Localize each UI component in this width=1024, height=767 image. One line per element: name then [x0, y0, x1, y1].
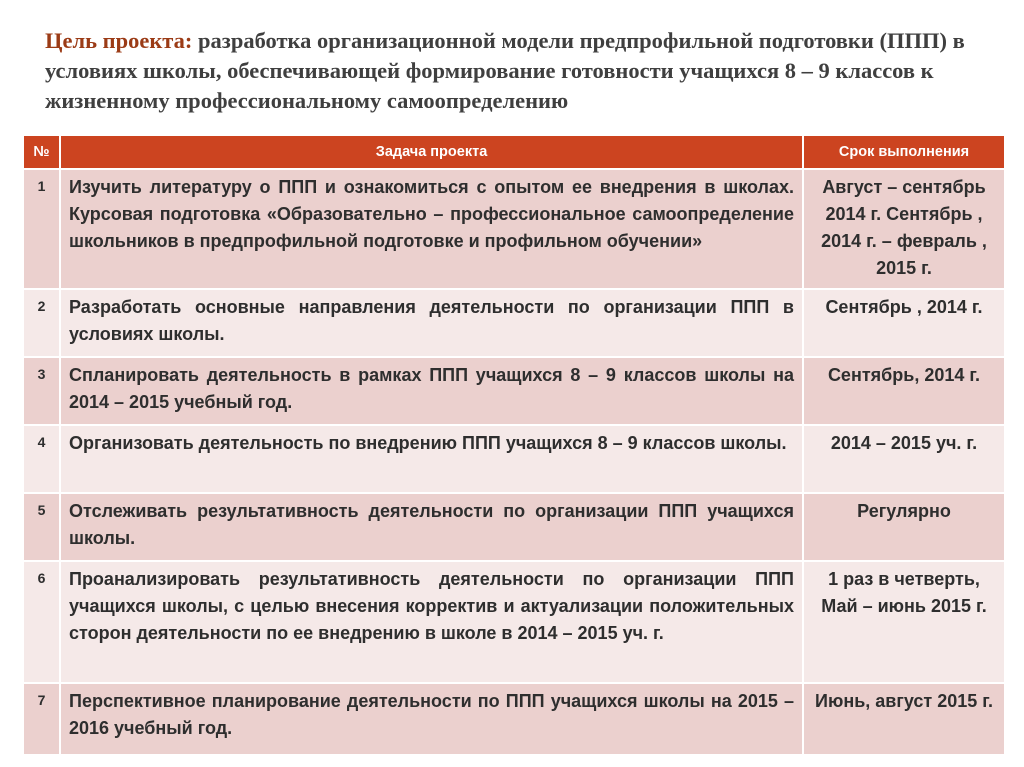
table-row: [23, 289, 1005, 357]
row-num: 6: [23, 561, 60, 683]
row-task: Проанализировать результативность деятельности по организации ППП учащихся школы, с целью внесения корректив и актуализации положительных сторон деятельности по ее внедрению в школе в 2014 – 2015 уч. г.: [60, 561, 803, 683]
table-row: [23, 493, 1005, 561]
row-deadline: 2014 – 2015 уч. г.: [803, 425, 1005, 493]
table-header-row: [23, 135, 1005, 169]
row-task: Разработать основные направления деятельности по организации ППП в условиях школы.: [60, 289, 803, 357]
row-task: Перспективное планирование деятельности по ППП учащихся школы на 2015 – 2016 учебный год.: [60, 683, 803, 755]
row-task: Спланировать деятельность в рамках ППП учащихся 8 – 9 классов школы на 2014 – 2015 учебный год.: [60, 357, 803, 425]
table-row: [23, 169, 1005, 289]
header-deadline: Срок выполнения: [803, 135, 1005, 169]
table-row: [23, 561, 1005, 683]
slide-title: [45, 26, 1000, 116]
row-num: 7: [23, 683, 60, 755]
row-task: Отслеживать результативность деятельности по организации ППП учащихся школы.: [60, 493, 803, 561]
table-row: [23, 357, 1005, 425]
row-num: 1: [23, 169, 60, 289]
title-text: разработка организационной модели предпрофильной подготовки (ППП) в условиях школы, обеспечивающей формирование готовности учащихся 8 – 9 классов к жизненному профессиональному самоопределению: [45, 28, 965, 113]
row-deadline: Регулярно: [803, 493, 1005, 561]
header-task: Задача проекта: [60, 135, 803, 169]
row-deadline: Август – сентябрь 2014 г. Сентябрь , 2014 г. – февраль , 2015 г.: [803, 169, 1005, 289]
row-num: 5: [23, 493, 60, 561]
row-deadline: Июнь, август 2015 г.: [803, 683, 1005, 755]
row-deadline: Сентябрь , 2014 г.: [803, 289, 1005, 357]
header-num: №: [23, 135, 60, 169]
tasks-table: [22, 134, 1006, 756]
row-deadline: 1 раз в четверть, Май – июнь 2015 г.: [803, 561, 1005, 683]
row-num: 3: [23, 357, 60, 425]
table-row: [23, 683, 1005, 755]
row-task: Организовать деятельность по внедрению ППП учащихся 8 – 9 классов школы.: [60, 425, 803, 493]
row-num: 4: [23, 425, 60, 493]
row-num: 2: [23, 289, 60, 357]
row-task: Изучить литературу о ППП и ознакомиться с опытом ее внедрения в школах. Курсовая подготовка «Образовательно – профессиональное самоопределение школьников в предпрофильной подготовке и профильном обучении»: [60, 169, 803, 289]
title-lead: Цель проекта:: [45, 28, 193, 53]
row-deadline: Сентябрь, 2014 г.: [803, 357, 1005, 425]
table-row: [23, 425, 1005, 493]
